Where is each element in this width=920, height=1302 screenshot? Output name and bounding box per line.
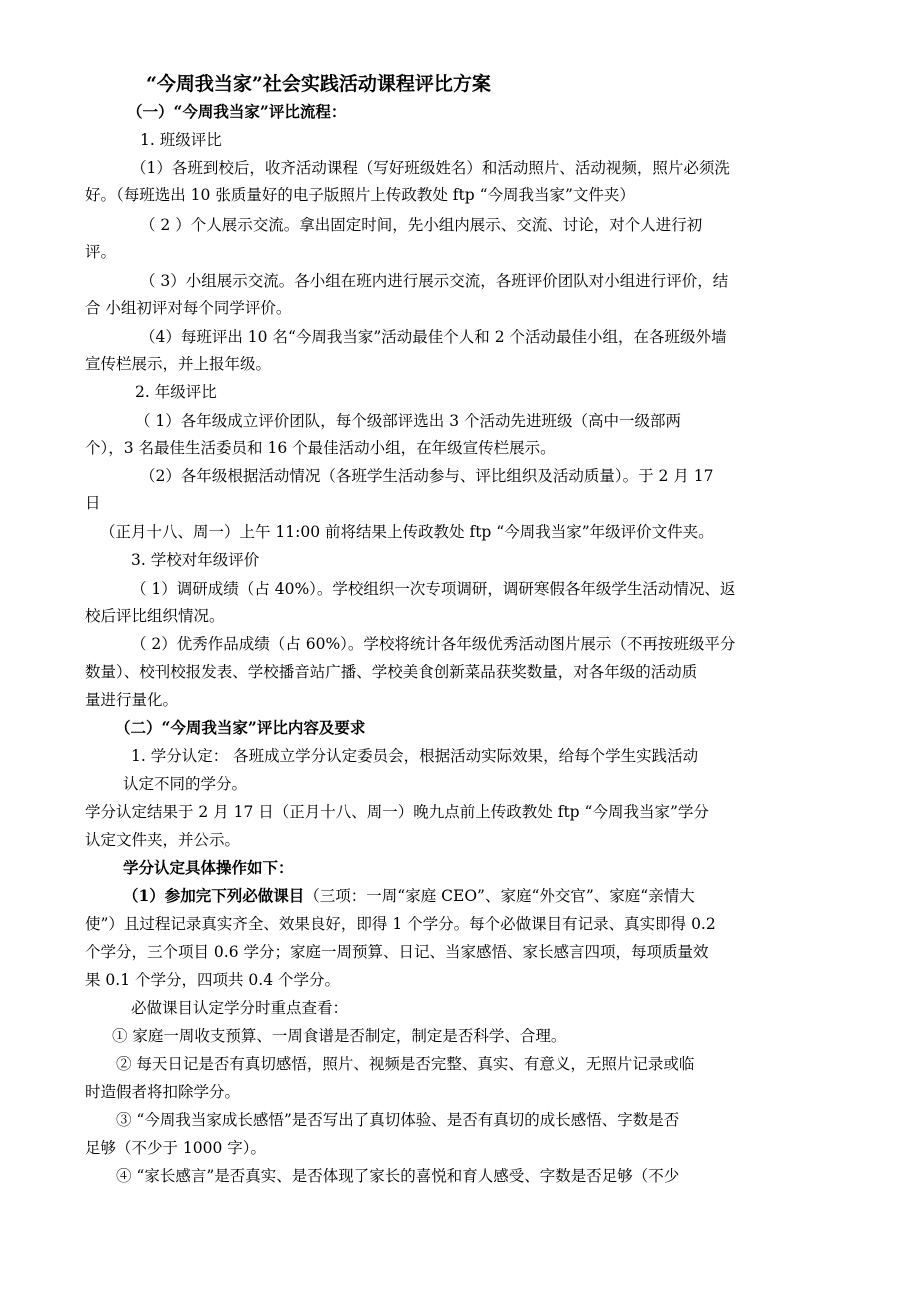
paragraph-line: 认定文件夹，并公示。 xyxy=(85,831,241,849)
paragraph-line: 评。 xyxy=(85,243,117,261)
paragraph-line: 宣传栏展示，并上报年级。 xyxy=(85,355,272,373)
paragraph-line: （ 1）调研成绩（占 40%）。学校组织一次专项调研，调研寒假各年级学生活动情况、返 xyxy=(131,580,736,598)
section-heading-1: （一）“今周我当家”评比流程： xyxy=(127,102,347,121)
paragraph-line: 合 小组初评对每个同学评价。 xyxy=(85,299,292,317)
paragraph-line: 足够（不少于 1000 字）。 xyxy=(85,1139,267,1157)
paragraph-line: 量进行量化。 xyxy=(85,691,179,709)
paragraph-line: （ 2）优秀作品成绩（占 60%）。学校将统计各年级优秀活动图片展示（不再按班级平分 xyxy=(131,635,736,653)
list-item: ③ “今周我当家成长感悟”是否写出了真切体验、是否有真切的成长感悟、字数是否 xyxy=(116,1111,680,1129)
paragraph-line: （正月十八、周一）上午 11:00 前将结果上传政教处 ftp “今周我当家”年级评价文件夹。 xyxy=(100,523,714,541)
paragraph-line: 校后评比组织情况。 xyxy=(85,607,225,625)
paragraph-line: （1）各班到校后，收齐活动课程（写好班级姓名）和活动照片、活动视频，照片必须洗 xyxy=(131,159,730,177)
list-item: ① 家庭一周收支预算、一周食谱是否制定，制定是否科学、合理。 xyxy=(112,1027,567,1045)
bold-lead-text: （1）参加完下列必做课目 xyxy=(123,886,305,905)
paragraph-line: 个学分，三个项目 0.6 学分；家庭一周预算、日记、当家感悟、家长感言四项，每项质量效 xyxy=(85,943,709,961)
paragraph-line xyxy=(123,886,695,906)
paragraph-line: 数量）、校刊校报发表、学校播音站广播、学校美食创新菜品获奖数量，对各年级的活动质 xyxy=(85,663,698,681)
credit-operation-heading: 学分认定具体操作如下： xyxy=(123,858,294,877)
paragraph-line: 个），3 名最佳生活委员和 16 个最佳活动小组，在年级宣传栏展示。 xyxy=(85,439,556,457)
subheading-class-evaluation: 1. 班级评比 xyxy=(140,131,222,149)
list-item: ② 每天日记是否有真切感悟，照片、视频是否完整、真实、有意义，无照片记录或临 xyxy=(116,1055,695,1073)
paragraph-line: （ 1）各年级成立评价团队，每个级部评选出 3 个活动先进班级（高中一级部两 xyxy=(135,412,682,430)
lead-rest-text: （三项：一周“家庭 CEO”、家庭“外交官”、家庭“亲情大 xyxy=(304,887,695,905)
paragraph-line: 认定不同的学分。 xyxy=(123,775,248,793)
paragraph-line: 1. 学分认定： 各班成立学分认定委员会，根据活动实际效果，给每个学生实践活动 xyxy=(131,747,699,765)
paragraph-line: （4）每班评出 10 名“今周我当家”活动最佳个人和 2 个活动最佳小组，在各班级外墙 xyxy=(140,328,727,346)
paragraph-line: （2）各年级根据活动情况（各班学生活动参与、评比组织及活动质量）。于 2 月 17 xyxy=(140,467,714,485)
paragraph-line: 日 xyxy=(85,494,101,512)
document-title: “今周我当家”社会实践活动课程评比方案 xyxy=(146,73,491,95)
subheading-school-evaluation: 3. 学校对年级评价 xyxy=(131,551,260,569)
paragraph-line: （ 3）小组展示交流。各小组在班内进行展示交流，各班评价团队对小组进行评价，结 xyxy=(140,272,729,290)
list-item: ④ “家长感言”是否真实、是否体现了家长的喜悦和育人感受、字数是否足够（不少 xyxy=(116,1167,680,1185)
paragraph-line: 果 0.1 个学分，四项共 0.4 个学分。 xyxy=(85,971,341,989)
section-heading-2: （二）“今周我当家”评比内容及要求 xyxy=(115,718,366,737)
paragraph-line: 学分认定结果于 2 月 17 日（正月十八、周一）晚九点前上传政教处 ftp “今周我当家”学分 xyxy=(85,803,709,821)
paragraph-line: （ 2 ）个人展示交流。拿出固定时间，先小组内展示、交流、讨论，对个人进行初 xyxy=(140,216,703,234)
paragraph-line: 使”）且过程记录真实齐全、效果良好，即得 1 个学分。每个必做课目有记录、真实即得 0.2 xyxy=(85,915,716,933)
subheading-grade-evaluation: 2. 年级评比 xyxy=(135,383,217,401)
paragraph-line: 好。（每班选出 10 张质量好的电子版照片上传政教处 ftp “今周我当家”文件夹） xyxy=(85,186,635,204)
paragraph-line: 时造假者将扣除学分。 xyxy=(85,1083,241,1101)
paragraph-line: 必做课目认定学分时重点查看： xyxy=(131,999,349,1017)
